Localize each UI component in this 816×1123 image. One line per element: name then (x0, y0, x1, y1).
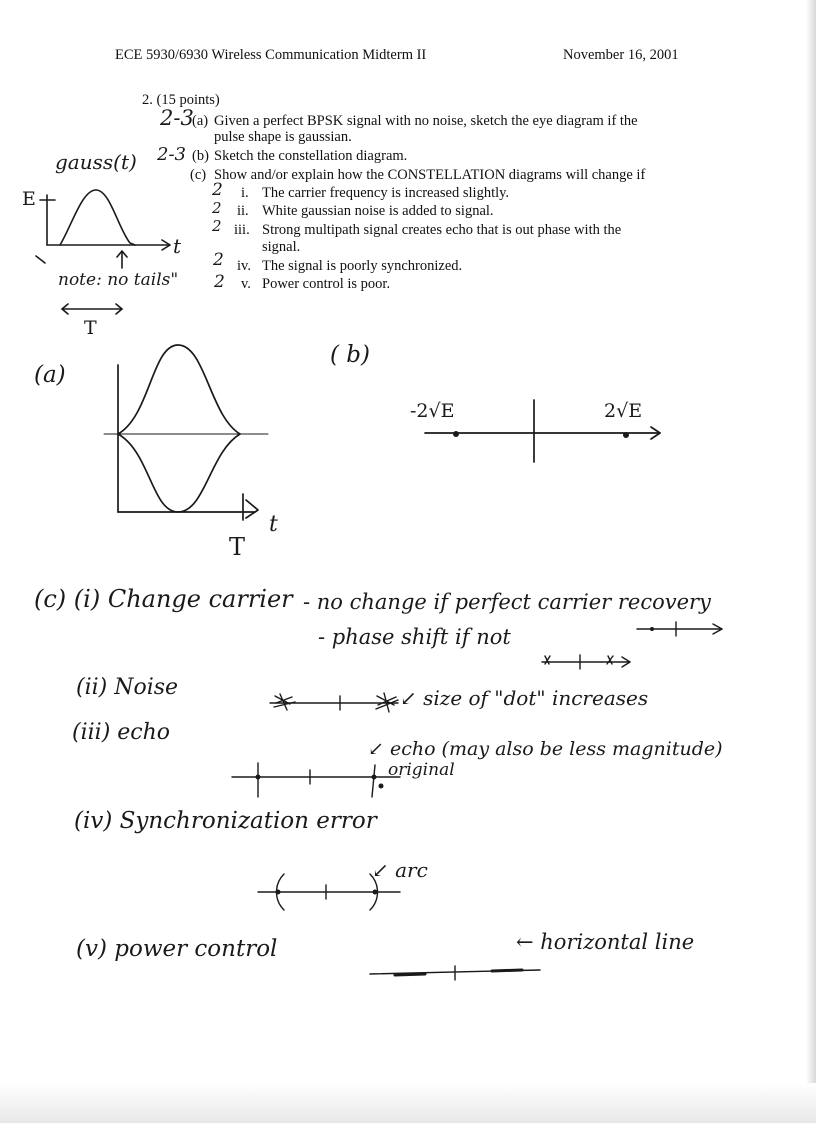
answer-c-ii-label: (ii) Noise (76, 675, 179, 700)
grade-c-5: 2 (214, 272, 225, 292)
grade-c-2: 2 (212, 199, 222, 217)
c-v-sketch (370, 966, 540, 980)
pulse-title: gauss(t) (55, 150, 137, 174)
eye-x-label: t (269, 512, 278, 537)
course-title: ECE 5930/6930 Wireless Communication Midterm II (115, 47, 427, 63)
answer-c-iii-note1: ↙ echo (may also be less magnitude) (368, 738, 723, 760)
pulse-note: note: no tails" (58, 270, 179, 290)
c-i-sketches (542, 622, 722, 669)
answer-b-label: ( b) (330, 342, 370, 368)
part-c-text: Show and/or explain how the CONSTELLATION diagrams will change if (214, 167, 646, 183)
eye-period: T (229, 533, 246, 561)
c-ii-sketch (270, 693, 398, 712)
pulse-x-label: t (173, 234, 182, 258)
part-b-label: (b) (192, 148, 209, 164)
part-c-item-5-num: v. (241, 276, 251, 292)
grade-a: 2-3 (160, 106, 194, 130)
part-a-text-2: pulse shape is gaussian. (214, 129, 352, 145)
grade-c-1: 2 (212, 180, 223, 200)
answer-c-i-note2: - phase shift if not (318, 625, 511, 649)
c-iv-sketch (258, 874, 400, 910)
page-edge-shadow (806, 0, 816, 1123)
part-c-item-4-text: The signal is poorly synchronized. (262, 258, 463, 274)
part-c-item-5-text: Power control is poor. (262, 276, 391, 292)
part-c-item-3-text: Strong multipath signal creates echo that is out phase with the (262, 222, 622, 238)
constellation-left-label: -2√E (410, 400, 455, 422)
eye-diagram (104, 345, 268, 520)
part-a-label: (a) (192, 113, 209, 129)
page-bottom-shadow (0, 1083, 816, 1123)
part-c-label: (c) (190, 167, 207, 183)
answer-c-v-label: (v) power control (76, 936, 278, 962)
part-c-item-4-num: iv. (237, 258, 251, 274)
part-c-item-2-text: White gaussian noise is added to signal. (262, 203, 494, 219)
pulse-sketch (36, 190, 170, 314)
exam-date: November 16, 2001 (563, 47, 679, 63)
answer-c-iii-label: (iii) echo (72, 720, 171, 745)
part-a-text: Given a perfect BPSK signal with no noise, sketch the eye diagram if the (214, 113, 638, 129)
part-c-item-1-num: i. (241, 185, 249, 201)
pulse-period: T (84, 317, 97, 339)
answer-c-v-note: ← horizontal line (516, 930, 695, 954)
constellation-right-label: 2√E (604, 400, 643, 422)
grade-c-3: 2 (212, 217, 222, 235)
pulse-y-label: E (22, 188, 36, 210)
part-c-item-1-text: The carrier frequency is increased slightly. (262, 185, 510, 201)
answer-c-iv-note: ↙ arc (372, 858, 428, 882)
part-b-text: Sketch the constellation diagram. (214, 148, 408, 164)
answer-c-i-label: (c) (i) Change carrier (34, 585, 293, 613)
question-points: (15 points) (156, 92, 220, 108)
c-iii-sketch (232, 763, 400, 797)
question-num: 2. (142, 92, 153, 108)
constellation-diagram (425, 400, 660, 462)
answer-c-ii-note: ↙ size of "dot" increases (400, 686, 649, 710)
answer-c-iii-note2: original (388, 760, 455, 780)
part-c-item-3-num: iii. (234, 222, 250, 238)
answer-c-iv-label: (iv) Synchronization error (74, 808, 377, 834)
answer-a-label: (a) (34, 362, 66, 388)
answer-c-i-note1: - no change if perfect carrier recovery (303, 590, 711, 614)
grade-b: 2-3 (157, 144, 186, 165)
part-c-item-2-num: ii. (237, 203, 249, 219)
grade-c-4: 2 (213, 250, 224, 270)
part-c-item-3-cont: signal. (262, 239, 301, 255)
